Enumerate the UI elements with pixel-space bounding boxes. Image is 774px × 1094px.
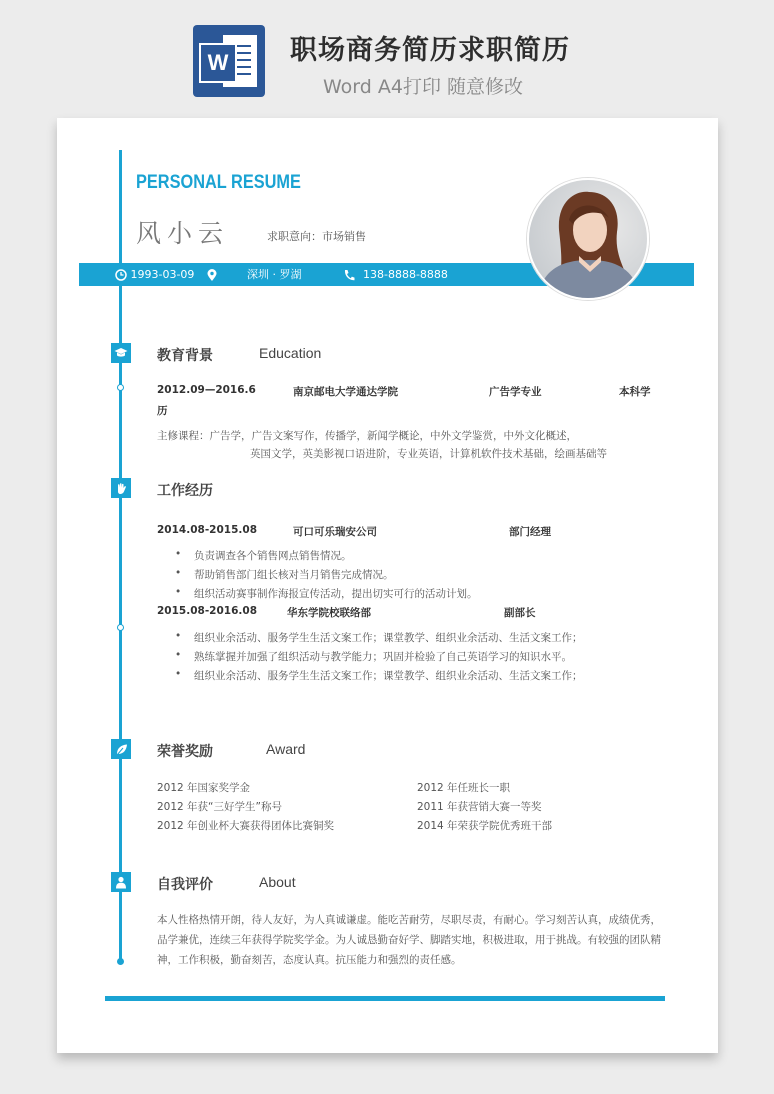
- work-section-icon: [111, 478, 131, 498]
- education-courses-line2: 英国文学，英美影视口语进阶，专业英语，计算机软件技术基础，绘画基础等: [250, 448, 607, 460]
- leaf-icon: [115, 743, 128, 756]
- job-intention: 求职意向：市场销售: [267, 230, 366, 243]
- resume-page: [57, 118, 718, 1053]
- bullet-mark: •: [175, 548, 182, 560]
- timeline-tick: [117, 384, 124, 391]
- person-icon: [115, 876, 127, 889]
- award-item: 2012 年获“三好学生”称号: [157, 801, 282, 813]
- award-section-icon: [111, 739, 131, 759]
- award-item: 2012 年国家奖学金: [157, 782, 251, 794]
- education-courses-line1: 主修课程：广告学，广告文案写作，传播学，新闻学概论，中外文学鉴赏，中外文化概述，: [157, 430, 577, 442]
- about-title: 自我评价: [157, 877, 213, 893]
- bullet-mark: •: [175, 668, 182, 680]
- job-duty: 组织活动赛事制作海报宣传活动，提出切实可行的活动计划。: [194, 588, 478, 600]
- award-item: 2012 年任班长一职: [417, 782, 511, 794]
- job-duty: 负责调查各个销售网点销售情况。: [194, 550, 352, 562]
- phone-item: [343, 263, 355, 286]
- education-title-en: Education: [259, 345, 322, 361]
- award-item: 2012 年创业杯大赛获得团体比赛铜奖: [157, 820, 335, 832]
- job-period: 2015.08-2016.08: [157, 605, 258, 617]
- education-degree: 本科学: [619, 386, 651, 398]
- education-section-icon: [111, 343, 131, 363]
- footer-bar: [105, 996, 665, 1001]
- award-item: 2011 年获营销大赛一等奖: [417, 801, 542, 813]
- bullet-mark: •: [175, 567, 182, 579]
- education-degree-wrap: 历: [157, 405, 168, 417]
- award-title-en: Award: [266, 741, 306, 757]
- job-company: 华东学院校联络部: [287, 607, 371, 619]
- education-major: 广告学专业: [489, 386, 542, 398]
- hand-icon: [115, 482, 128, 495]
- about-paragraph: 本人性格热情开朗，待人友好，为人真诚谦虚。能吃苦耐劳，尽职尽责，有耐心。学习刻苦认真，成绩优秀，品学兼优，连续三年获得学院奖学金。为人诚恳勤奋好学、脚踏实地，积极进取，用于挑战。有较强的团队精神，工作积极，勤奋刻苦，态度认真。抗压能力和强烈的责任感。: [157, 914, 661, 966]
- timeline-end-dot: [117, 958, 124, 965]
- word-logo-letter: W: [199, 43, 237, 83]
- word-icon: [193, 25, 265, 97]
- banner-subtitle: Word A4打印 随意修改: [323, 76, 524, 98]
- phone-icon: [343, 269, 355, 282]
- award-title: 荣誉奖励: [157, 744, 213, 760]
- job-duty: 帮助销售部门组长核对当月销售完成情况。: [194, 569, 394, 581]
- clock-icon: [115, 269, 127, 281]
- banner-title: 职场商务简历求职简历: [290, 35, 570, 66]
- education-school: 南京邮电大学通达学院: [293, 386, 398, 398]
- timeline-tick: [117, 624, 124, 631]
- job-duty: 组织业余活动、服务学生生活文案工作；课堂教学、组织业余活动、生活文案工作；: [194, 670, 583, 682]
- birth-item: [115, 263, 194, 286]
- award-item: 2014 年荣获学院优秀班干部: [417, 820, 553, 832]
- about-section-icon: [111, 872, 131, 892]
- birth-date: 1993-03-09: [130, 268, 195, 281]
- location-pin-icon: [206, 269, 218, 282]
- education-title: 教育背景: [157, 348, 213, 364]
- job-role: 副部长: [504, 607, 536, 619]
- job-role: 部门经理: [509, 526, 551, 538]
- job-duty: 组织业余活动、服务学生生活文案工作；课堂教学、组织业余活动、生活文案工作；: [194, 632, 583, 644]
- profile-photo-illustration: [529, 180, 647, 298]
- phone-number: 138-8888-8888: [363, 268, 448, 281]
- education-period: 2012.09—2016.6: [157, 384, 256, 396]
- bullet-mark: •: [175, 649, 182, 661]
- brand-heading: PERSONAL RESUME: [136, 172, 301, 193]
- job-company: 可口可乐瑞安公司: [293, 526, 377, 538]
- graduation-cap-icon: [114, 347, 128, 359]
- profile-photo: [527, 178, 649, 300]
- bullet-mark: •: [175, 630, 182, 642]
- location-item: [206, 263, 218, 286]
- job-duty: 熟练掌握并加强了组织活动与教学能力；巩固并检验了自己英语学习的知识水平。: [194, 651, 572, 663]
- about-title-en: About: [259, 874, 296, 890]
- candidate-name: 风小云: [136, 219, 230, 248]
- bullet-mark: •: [175, 586, 182, 598]
- location-text: 深圳 · 罗湖: [247, 268, 302, 281]
- work-title: 工作经历: [157, 483, 213, 499]
- job-period: 2014.08-2015.08: [157, 524, 258, 536]
